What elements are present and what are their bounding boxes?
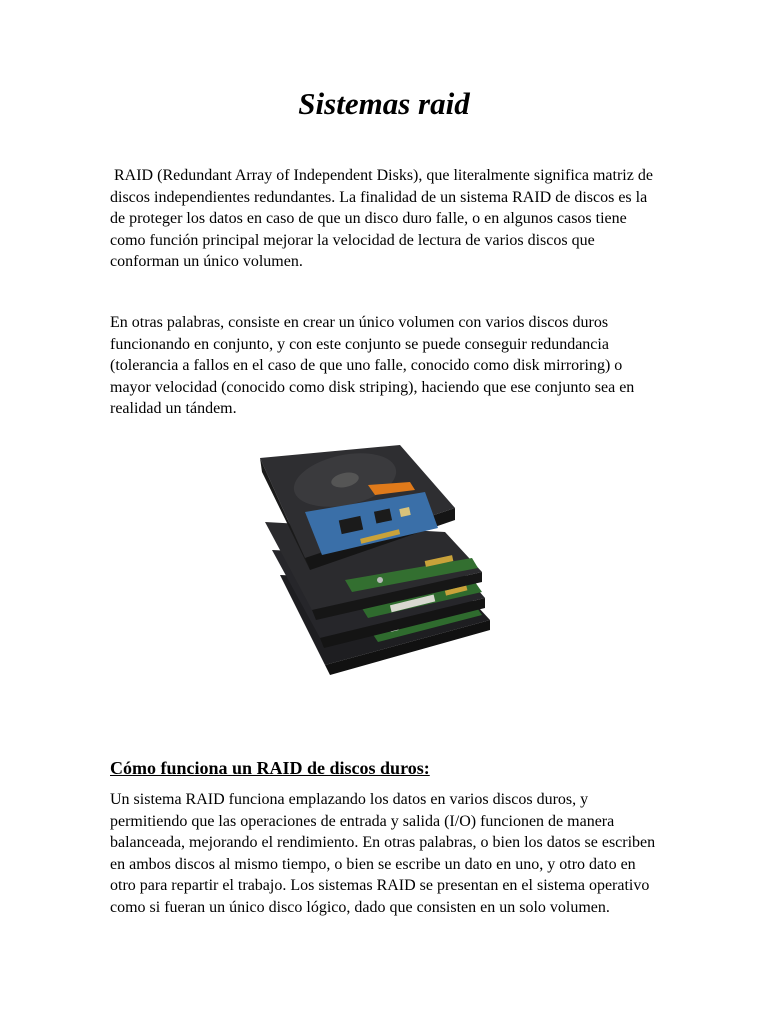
intro-paragraph: RAID (Redundant Array of Independent Disks), que literalmente significa matriz de discos independientes redundantes. La finalidad de un sistema RAID de discos es la de proteger los datos en caso de que un disco duro falle, o en algunos casos tiene como función principal mejorar la velocidad de lectura de varios discos que conforman un único volumen. — [110, 167, 657, 270]
explanation-paragraph: En otras palabras, consiste en crear un único volumen con varios discos duros funcionando en conjunto, y con este conjunto se puede conseguir redundancia (tolerancia a fallos en el caso de que uno falle, conocido como disk mirroring) o mayor velocidad (conocido como disk striping), haciendo que ese conjunto sea en realidad un tándem. — [110, 314, 635, 417]
hard-drive-stack-image — [250, 440, 500, 680]
section-heading: Cómo funciona un RAID de discos duros: — [110, 758, 430, 778]
page-title: Sistemas raid — [298, 86, 470, 121]
section-paragraph: Un sistema RAID funciona emplazando los datos en varios discos duros, y permitiendo que las operaciones de entrada y salida (I/O) funcionen de manera balanceada, mejorando el rendimiento. En otras palabras, o bien los datos se escriben en ambos discos al mismo tiempo, o bien se escribe un dato en uno, y otro dato en otro para repartir el trabajo. Los sistemas RAID se presentan en el sistema operativo como si fueran un único disco lógico, dado que consisten en un solo volumen. — [110, 791, 656, 916]
